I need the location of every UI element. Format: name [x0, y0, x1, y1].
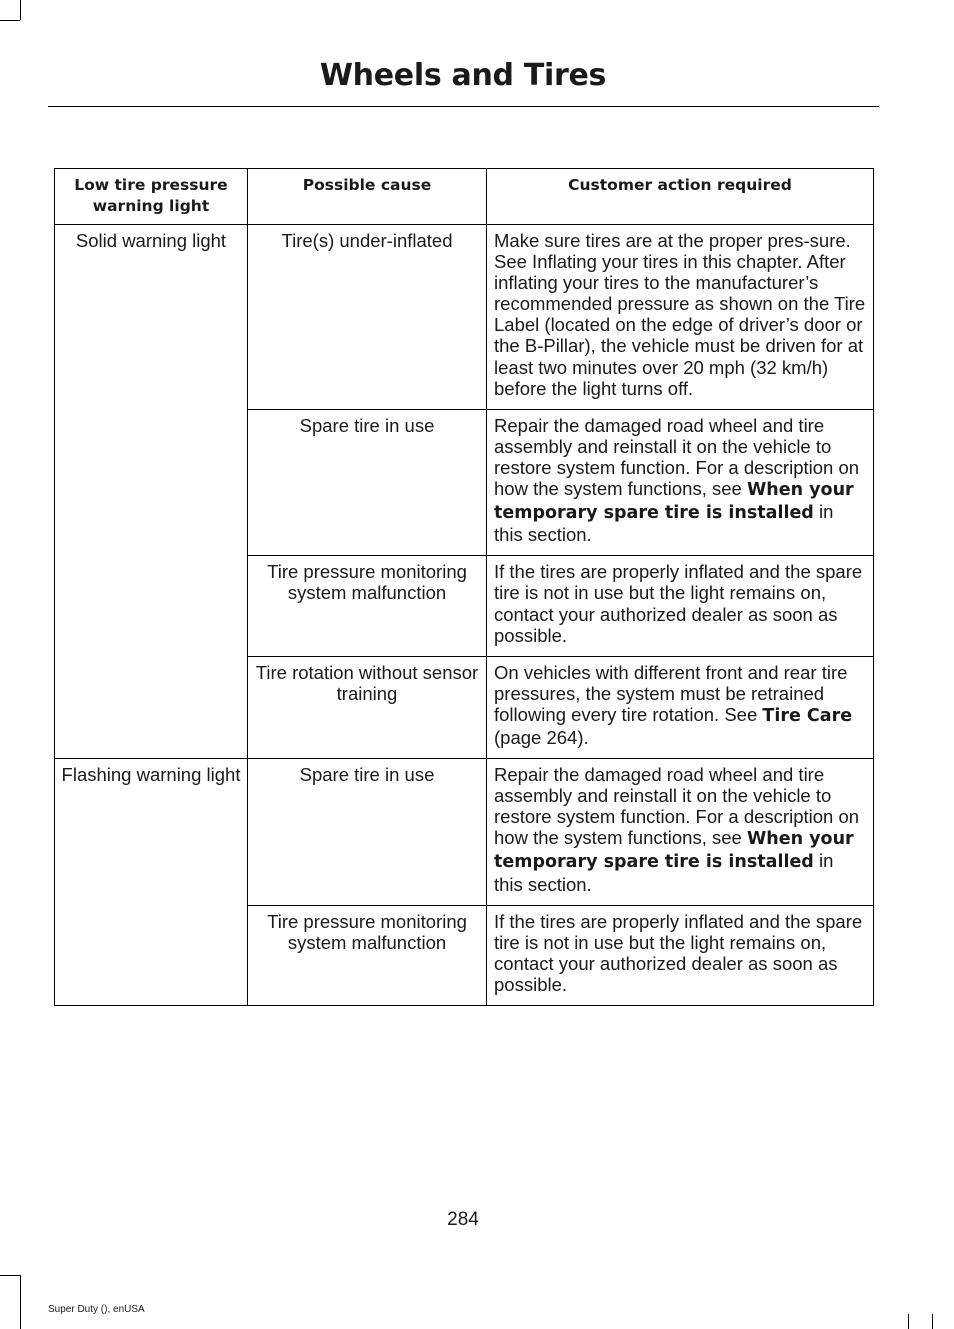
action-text: (page 264). [494, 726, 589, 748]
warning-light-cell: Flashing warning light [55, 759, 248, 1006]
possible-cause-cell: Spare tire in use [248, 409, 487, 556]
tpms-warning-table [54, 168, 874, 1006]
action-text: If the tires are properly inflated and the spare tire is not in use but the light remains on, contact your authorized dealer as soon as possible. [494, 910, 863, 995]
table-row [55, 225, 874, 410]
action-text: in this section. [494, 850, 834, 895]
table-body [55, 225, 874, 1006]
cross-reference-text: Tire Care [762, 705, 853, 726]
crop-mark [0, 1275, 20, 1276]
possible-cause-cell: Tire rotation without sensor training [248, 656, 487, 758]
possible-cause-cell: Tire pressure monitoring system malfunction [248, 556, 487, 656]
warning-light-cell: Solid warning light [55, 225, 248, 759]
possible-cause-cell: Spare tire in use [248, 759, 487, 906]
possible-cause-cell: Tire(s) under-inflated [248, 225, 487, 410]
table-header-row [55, 169, 874, 225]
footer-text: Super Duty (), enUSA [48, 1304, 145, 1315]
customer-action-cell [487, 409, 874, 556]
action-text: On vehicles with different front and rear tire pressures, the system must be retrained following every tire rotation. See [494, 661, 848, 725]
crop-mark [20, 0, 21, 20]
possible-cause-cell: Tire pressure monitoring system malfunction [248, 905, 487, 1005]
crop-mark [932, 1314, 933, 1329]
action-text: Repair the damaged road wheel and tire assembly and reinstall it on the vehicle to restore system function. For a description on how the system functions, see [494, 764, 860, 849]
action-text: in this section. [494, 501, 834, 546]
header-possible-cause: Possible cause [248, 169, 487, 225]
customer-action-cell [487, 656, 874, 758]
page-title: Wheels and Tires [319, 58, 607, 93]
table-row [55, 759, 874, 906]
action-text: If the tires are properly inflated and the spare tire is not in use but the light remains on, contact your authorized dealer as soon as possible. [494, 561, 863, 646]
cross-reference-text: When your temporary spare tire is installed [494, 829, 854, 873]
customer-action-cell [487, 759, 874, 906]
header-warning-light: Low tire pressure warning light [55, 169, 248, 225]
action-text: Repair the damaged road wheel and tire assembly and reinstall it on the vehicle to restore system function. For a description on how the system functions, see [494, 414, 860, 500]
customer-action-cell [487, 556, 874, 656]
header-customer-action: Customer action required [487, 169, 874, 225]
customer-action-cell [487, 905, 874, 1005]
crop-mark [908, 1314, 909, 1329]
page-number: 284 [447, 1209, 479, 1230]
crop-mark [0, 20, 20, 21]
cross-reference-text: When your temporary spare tire is installed [494, 480, 854, 524]
title-divider [48, 106, 879, 107]
crop-mark [20, 1275, 21, 1329]
customer-action-cell [487, 225, 874, 410]
action-text: Make sure tires are at the proper pres-sure. See Inflating your tires in this chapter. After inflating your tires to the manufacturer’s recommended pressure as shown on the Tire Label (located on the edge of driver’s door or the B-Pillar), the vehicle must be driven for at least two minutes over 20 mph (32 km/h) before the light turns off. [494, 230, 866, 399]
